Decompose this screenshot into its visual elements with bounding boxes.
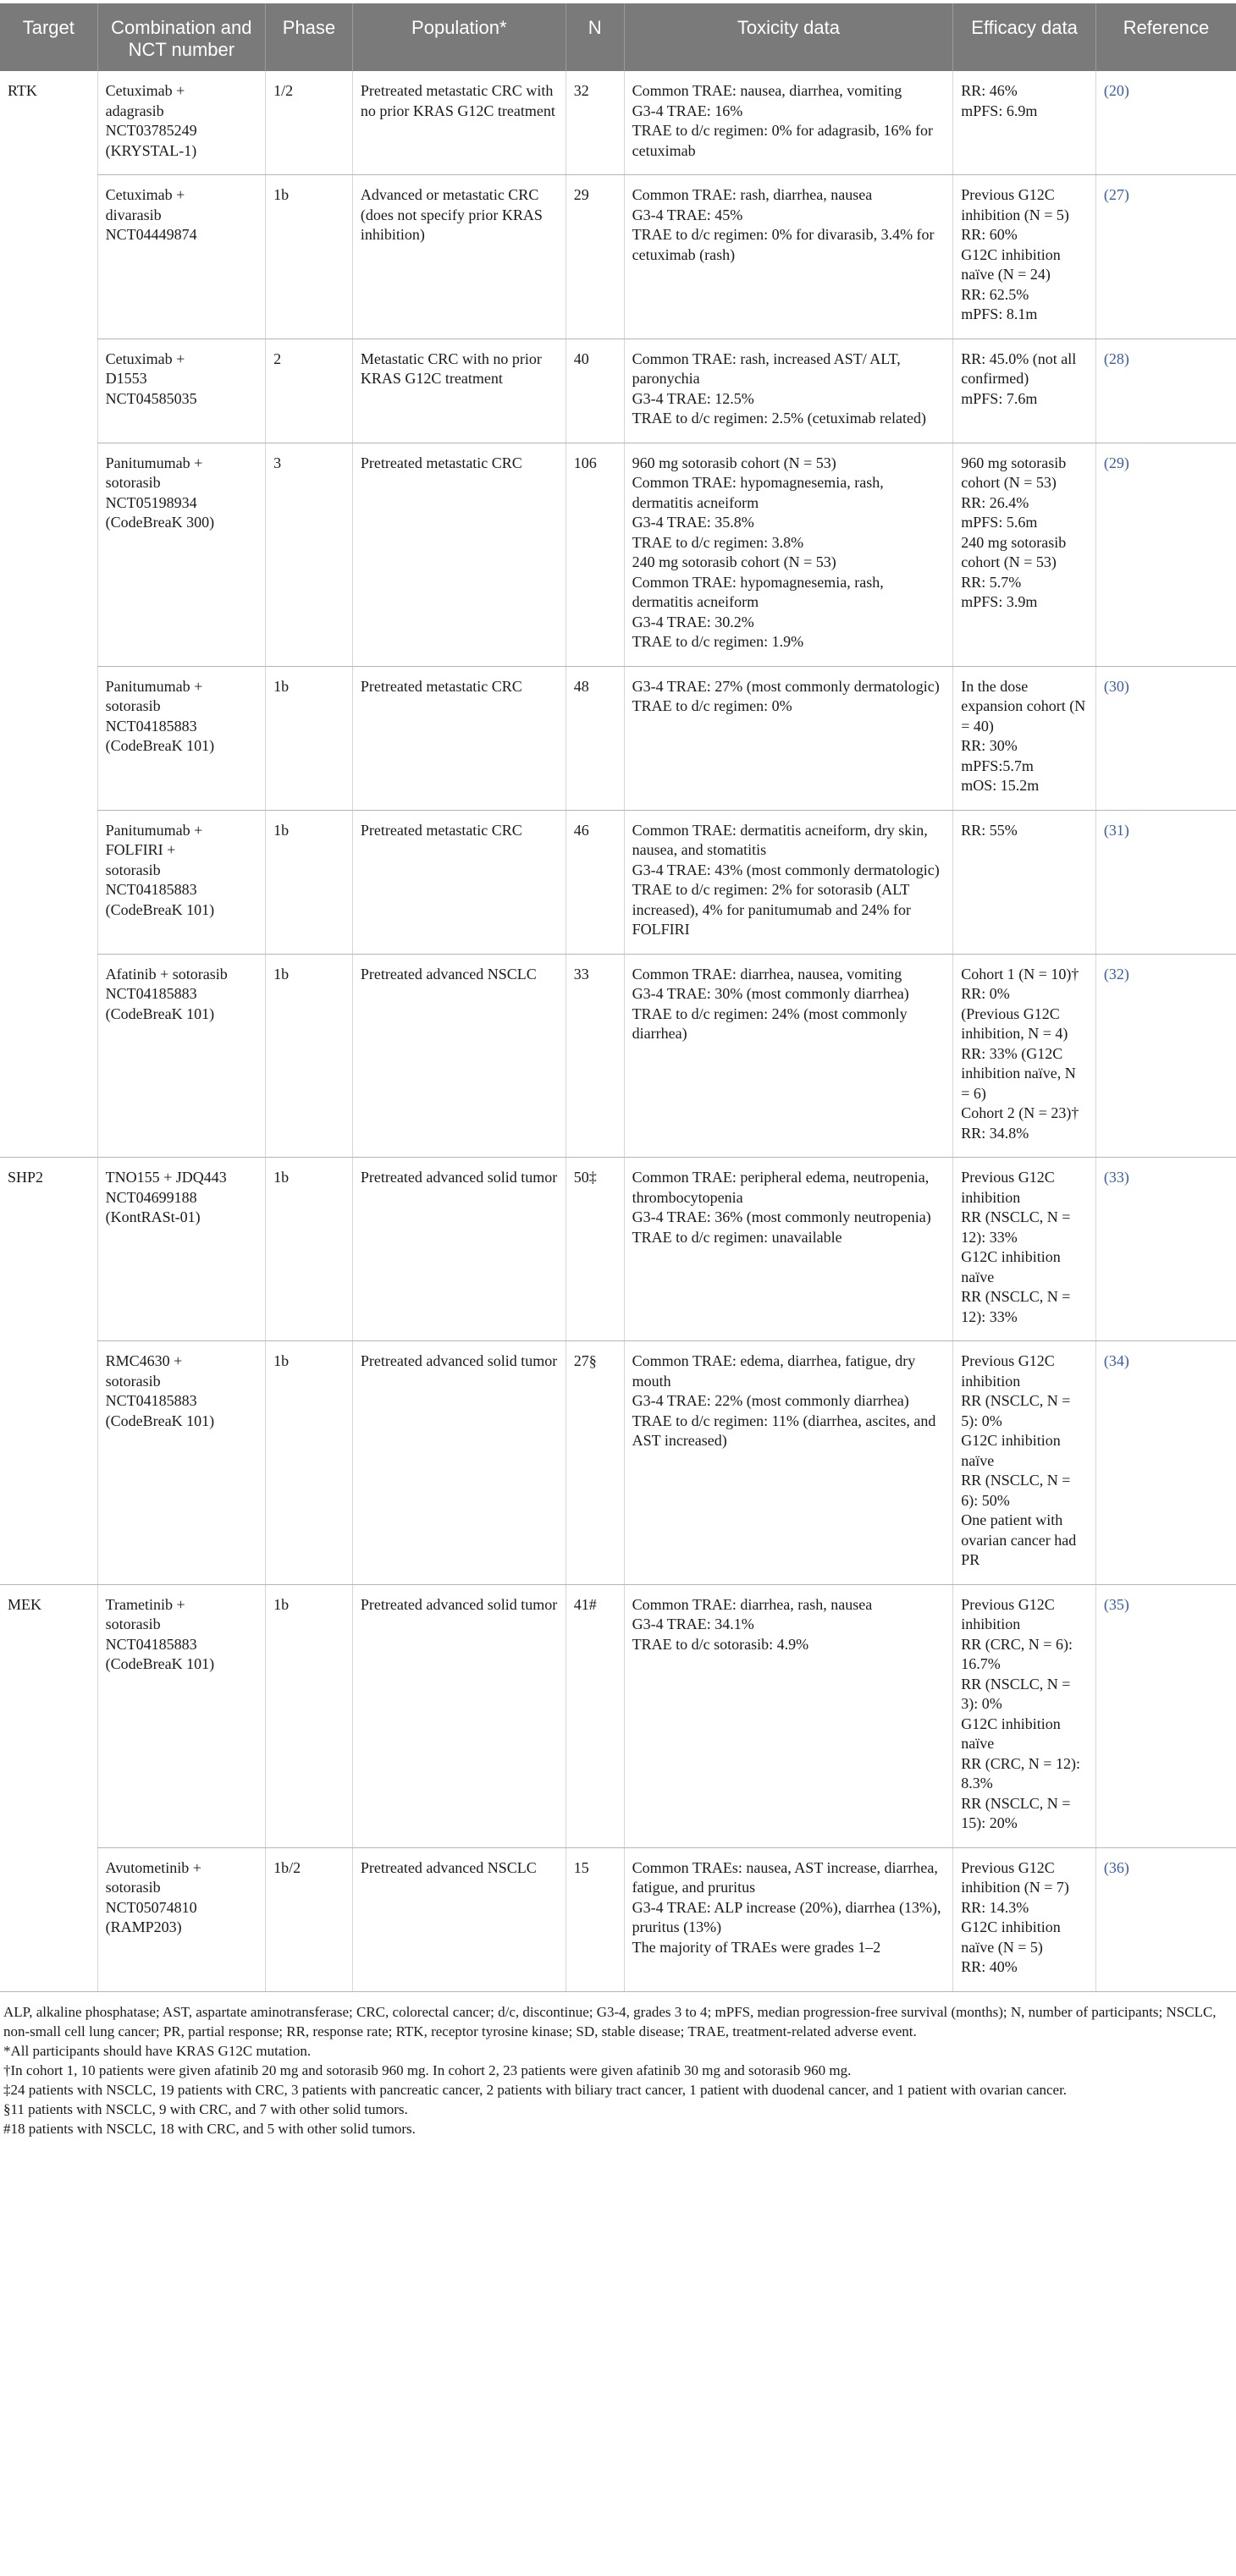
toxicity-cell: Common TRAE: rash, diarrhea, nausea G3-4 TRAE: 45% TRAE to d/c regimen: 0% for divarasib, 3.4% for cetuximab (rash) <box>624 175 953 339</box>
efficacy-cell: Previous G12C inhibition RR (NSCLC, N = 5): 0% G12C inhibition naïve RR (NSCLC, N = 6): 50% One patient with ovarian cancer had PR <box>953 1341 1096 1585</box>
population-cell: Metastatic CRC with no prior KRAS G12C treatment <box>352 339 566 443</box>
population-cell: Pretreated advanced NSCLC <box>352 954 566 1158</box>
table-row <box>0 1158 1236 1341</box>
combination-cell: Panitumumab + sotorasib NCT04185883 (CodeBreaK 101) <box>97 666 265 810</box>
reference-link[interactable]: (30) <box>1095 666 1236 810</box>
phase-cell: 1b <box>266 1341 353 1585</box>
combination-cell: Panitumumab + sotorasib NCT05198934 (CodeBreaK 300) <box>97 443 265 666</box>
combination-cell: Panitumumab + FOLFIRI + sotorasib NCT04185883 (CodeBreaK 101) <box>97 810 265 954</box>
phase-cell: 1b/2 <box>266 1847 353 1991</box>
table-header <box>0 3 1236 71</box>
combination-cell: Avutometinib + sotorasib NCT05074810 (RAMP203) <box>97 1847 265 1991</box>
target-cell <box>0 339 97 443</box>
toxicity-cell: Common TRAE: nausea, diarrhea, vomiting G3-4 TRAE: 16% TRAE to d/c regimen: 0% for adagrasib, 16% for cetuximab <box>624 71 953 175</box>
phase-cell: 1b <box>266 175 353 339</box>
n-cell: 29 <box>566 175 624 339</box>
toxicity-cell: Common TRAE: dermatitis acneiform, dry skin, nausea, and stomatitis G3-4 TRAE: 43% (most commonly dermatologic) TRAE to d/c regimen: 2% for sotorasib (ALT increased), 4% for panitumumab and 24% for FOLFIRI <box>624 810 953 954</box>
efficacy-cell: 960 mg sotorasib cohort (N = 53) RR: 26.4% mPFS: 5.6m 240 mg sotorasib cohort (N = 53) RR: 5.7% mPFS: 3.9m <box>953 443 1096 666</box>
combination-cell: Cetuximab + divarasib NCT04449874 <box>97 175 265 339</box>
efficacy-cell: RR: 46% mPFS: 6.9m <box>953 71 1096 175</box>
combination-cell: Cetuximab + D1553 NCT04585035 <box>97 339 265 443</box>
footnote: #18 patients with NSCLC, 18 with CRC, and 5 with other solid tumors. <box>3 2120 416 2137</box>
population-cell: Pretreated advanced solid tumor <box>352 1341 566 1585</box>
n-cell: 15 <box>566 1847 624 1991</box>
header-reference: Reference <box>1095 3 1236 71</box>
efficacy-cell: RR: 45.0% (not all confirmed) mPFS: 7.6m <box>953 339 1096 443</box>
reference-link[interactable]: (28) <box>1095 339 1236 443</box>
table-row <box>0 443 1236 666</box>
toxicity-cell: Common TRAE: peripheral edema, neutropenia, thrombocytopenia G3-4 TRAE: 36% (most commonly neutropenia) TRAE to d/c regimen: unavailable <box>624 1158 953 1341</box>
population-cell: Pretreated metastatic CRC <box>352 443 566 666</box>
efficacy-cell: Previous G12C inhibition RR (CRC, N = 6): 16.7% RR (NSCLC, N = 3): 0% G12C inhibition naïve RR (CRC, N = 12): 8.3% RR (NSCLC, N = 15): 20% <box>953 1584 1096 1847</box>
table-row <box>0 1584 1236 1847</box>
target-cell: RTK <box>8 82 37 99</box>
footnote: ALP, alkaline phosphatase; AST, aspartate aminotransferase; CRC, colorectal cancer; d/c, discontinue; G3-4, grades 3 to 4; mPFS, median progression-free survival (months); N, number of participants; NSCLC, non-small cell lung cancer; PR, partial response; RR, response rate; RTK, receptor tyrosine kinase; SD, stable disease; TRAE, treatment-related adverse event. <box>3 2003 1217 2039</box>
population-cell: Advanced or metastatic CRC (does not specify prior KRAS inhibition) <box>352 175 566 339</box>
efficacy-cell: Previous G12C inhibition RR (NSCLC, N = 12): 33% G12C inhibition naïve RR (NSCLC, N = 12): 33% <box>953 1158 1096 1341</box>
reference-link[interactable]: (36) <box>1095 1847 1236 1991</box>
trials-table <box>0 3 1236 1992</box>
phase-cell: 3 <box>266 443 353 666</box>
reference-link[interactable]: (29) <box>1095 443 1236 666</box>
target-cell <box>0 666 97 810</box>
n-cell: 106 <box>566 443 624 666</box>
table-row <box>0 666 1236 810</box>
target-cell <box>0 810 97 954</box>
combination-cell: RMC4630 + sotorasib NCT04185883 (CodeBreaK 101) <box>97 1341 265 1585</box>
population-cell: Pretreated metastatic CRC <box>352 666 566 810</box>
population-cell: Pretreated metastatic CRC <box>352 810 566 954</box>
reference-link[interactable]: (27) <box>1095 175 1236 339</box>
header-n: N <box>566 3 624 71</box>
efficacy-cell: RR: 55% <box>953 810 1096 954</box>
efficacy-cell: Cohort 1 (N = 10)† RR: 0% (Previous G12C inhibition, N = 4) RR: 33% (G12C inhibition naïve, N = 6) Cohort 2 (N = 23)† RR: 34.8% <box>953 954 1096 1158</box>
reference-link[interactable]: (31) <box>1095 810 1236 954</box>
header-toxicity: Toxicity data <box>624 3 953 71</box>
table-row <box>0 1341 1236 1585</box>
efficacy-cell: Previous G12C inhibition (N = 5) RR: 60% G12C inhibition naïve (N = 24) RR: 62.5% mPFS: 8.1m <box>953 175 1096 339</box>
reference-link[interactable]: (33) <box>1095 1158 1236 1341</box>
toxicity-cell: 960 mg sotorasib cohort (N = 53) Common TRAE: hypomagnesemia, rash, dermatitis acneiform G3-4 TRAE: 35.8% TRAE to d/c regimen: 3.8% 240 mg sotorasib cohort (N = 53) Common TRAE: hypomagnesemia, rash, dermatitis acneiform G3-4 TRAE: 30.2% TRAE to d/c regimen: 1.9% <box>624 443 953 666</box>
efficacy-cell: In the dose expansion cohort (N = 40) RR: 30% mPFS:5.7m mOS: 15.2m <box>953 666 1096 810</box>
population-cell: Pretreated advanced solid tumor <box>352 1158 566 1341</box>
combination-cell: Trametinib + sotorasib NCT04185883 (CodeBreaK 101) <box>97 1584 265 1847</box>
population-cell: Pretreated metastatic CRC with no prior KRAS G12C treatment <box>352 71 566 175</box>
table-row <box>0 954 1236 1158</box>
toxicity-cell: Common TRAE: diarrhea, rash, nausea G3-4 TRAE: 34.1% TRAE to d/c sotorasib: 4.9% <box>624 1584 953 1847</box>
n-cell: 41# <box>566 1584 624 1847</box>
target-cell: SHP2 <box>8 1169 44 1186</box>
target-cell <box>0 1847 97 1991</box>
efficacy-cell: Previous G12C inhibition (N = 7) RR: 14.3% G12C inhibition naïve (N = 5) RR: 40% <box>953 1847 1096 1991</box>
n-cell: 48 <box>566 666 624 810</box>
table-row <box>0 71 1236 175</box>
population-cell: Pretreated advanced solid tumor <box>352 1584 566 1847</box>
header-target: Target <box>0 3 97 71</box>
header-population: Population* <box>352 3 566 71</box>
n-cell: 46 <box>566 810 624 954</box>
combination-cell: TNO155 + JDQ443 NCT04699188 (KontRASt-01) <box>97 1158 265 1341</box>
header-efficacy: Efficacy data <box>953 3 1096 71</box>
table-body <box>0 71 1236 1991</box>
target-cell: MEK <box>8 1595 41 1613</box>
toxicity-cell: Common TRAEs: nausea, AST increase, diarrhea, fatigue, and pruritus G3-4 TRAE: ALP increase (20%), diarrhea (13%), pruritus (13%) The majority of TRAEs were grades 1–2 <box>624 1847 953 1991</box>
phase-cell: 1b <box>266 810 353 954</box>
table-footnotes <box>0 1992 1236 2138</box>
population-cell: Pretreated advanced NSCLC <box>352 1847 566 1991</box>
phase-cell: 1/2 <box>266 71 353 175</box>
reference-link[interactable]: (32) <box>1095 954 1236 1158</box>
footnote: ‡24 patients with NSCLC, 19 patients with CRC, 3 patients with pancreatic cancer, 2 patients with biliary tract cancer, 1 patient with duodenal cancer, and 1 patient with ovarian cancer. <box>3 2081 1068 2098</box>
n-cell: 50‡ <box>566 1158 624 1341</box>
combination-cell: Cetuximab + adagrasib NCT03785249 (KRYSTAL-1) <box>97 71 265 175</box>
n-cell: 33 <box>566 954 624 1158</box>
target-cell <box>0 1341 97 1585</box>
header-combination: Combination and NCT number <box>97 3 265 71</box>
phase-cell: 1b <box>266 1584 353 1847</box>
footnote: *All participants should have KRAS G12C mutation. <box>3 2042 312 2059</box>
footnote: §11 patients with NSCLC, 9 with CRC, and 7 with other solid tumors. <box>3 2100 408 2117</box>
toxicity-cell: Common TRAE: rash, increased AST/ ALT, paronychia G3-4 TRAE: 12.5% TRAE to d/c regimen: 2.5% (cetuximab related) <box>624 339 953 443</box>
reference-link[interactable]: (35) <box>1095 1584 1236 1847</box>
table-row <box>0 339 1236 443</box>
n-cell: 32 <box>566 71 624 175</box>
phase-cell: 1b <box>266 1158 353 1341</box>
target-cell <box>0 175 97 339</box>
target-cell <box>0 954 97 1158</box>
toxicity-cell: G3-4 TRAE: 27% (most commonly dermatologic) TRAE to d/c regimen: 0% <box>624 666 953 810</box>
n-cell: 27§ <box>566 1341 624 1585</box>
toxicity-cell: Common TRAE: diarrhea, nausea, vomiting G3-4 TRAE: 30% (most commonly diarrhea) TRAE to d/c regimen: 24% (most commonly diarrhea) <box>624 954 953 1158</box>
phase-cell: 1b <box>266 666 353 810</box>
footnote: †In cohort 1, 10 patients were given afatinib 20 mg and sotorasib 960 mg. In cohort 2, 23 patients were given afatinib 30 mg and sotorasib 960 mg. <box>3 2061 852 2078</box>
phase-cell: 1b <box>266 954 353 1158</box>
reference-link[interactable]: (20) <box>1095 71 1236 175</box>
header-phase: Phase <box>266 3 353 71</box>
table-row <box>0 1847 1236 1991</box>
phase-cell: 2 <box>266 339 353 443</box>
combination-cell: Afatinib + sotorasib NCT04185883 (CodeBreaK 101) <box>97 954 265 1158</box>
reference-link[interactable]: (34) <box>1095 1341 1236 1585</box>
table-row <box>0 810 1236 954</box>
target-cell <box>0 443 97 666</box>
toxicity-cell: Common TRAE: edema, diarrhea, fatigue, dry mouth G3-4 TRAE: 22% (most commonly diarrhea) TRAE to d/c regimen: 11% (diarrhea, ascites, and AST increased) <box>624 1341 953 1585</box>
table-row <box>0 175 1236 339</box>
n-cell: 40 <box>566 339 624 443</box>
